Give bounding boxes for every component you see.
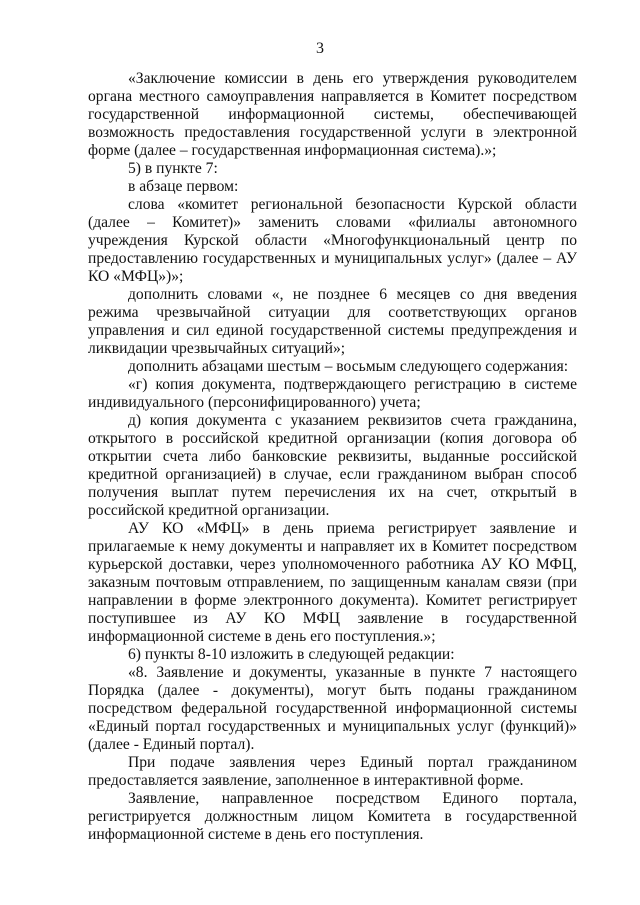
page-number: 3 <box>316 40 324 57</box>
paragraph-add-words: дополнить словами «, не позднее 6 месяцев со дня введения режима чрезвычайной ситуации для соответствующих органов управления и сил единой государственной системы предупреждения и ликвидации чрезвычайных ситуаций»; <box>88 286 577 357</box>
paragraph-item-8: «8. Заявление и документы, указанные в пункте 7 настоящего Порядка (далее - документы), могут быть поданы гражданином посредством федеральной государственной информационной системы «Единый портал государственных и муниципальных услуг (функций)» (далее - Единый портал). <box>88 664 577 753</box>
paragraph-item-6: 6) пункты 8-10 изложить в следующей редакции: <box>128 646 455 663</box>
paragraph-add-subparagraphs: дополнить абзацами шестым – восьмым следующего содержания: <box>128 358 569 375</box>
paragraph-item-5: 5) в пункте 7: <box>128 160 218 177</box>
paragraph-item-d: д) копия документа с указанием реквизитов счета гражданина, открытого в российской кредитной организации (копия договора об открытии счета либо банковские реквизиты, выданные российской кредитной организацией) в случае, если гражданином выбран способ получения выплат путем перечисления их на счет, открытый в российской кредитной организации. <box>88 412 577 519</box>
paragraph-unified-portal-submission: При подаче заявления через Единый портал гражданином предоставляется заявление, заполненное в интерактивной форме. <box>88 754 577 789</box>
paragraph-item-g: «г) копия документа, подтверждающего регистрацию в системе индивидуального (персонифицированного) учета; <box>88 376 577 411</box>
paragraph-first-subparagraph: в абзаце первом: <box>128 178 239 195</box>
document-body <box>88 70 577 844</box>
paragraph-registration-by-official: Заявление, направленное посредством Единого портала, регистрируется должностным лицом Комитета в государственной информационной системе в день его поступления. <box>88 790 577 843</box>
paragraph-replace-words: слова «комитет региональной безопасности Курской области (далее – Комитет)» заменить словами «филиалы автономного учреждения Курской области «Многофункциональный центр по предоставлению государственных и муниципальных услуг» (далее – АУ КО «МФЦ»)»; <box>88 196 577 285</box>
paragraph-commission-conclusion: «Заключение комиссии в день его утверждения руководителем органа местного самоуправления направляется в Комитет посредством государственной информационной системы, обеспечивающей возможность предоставления государственной услуги в электронной форме (далее – государственная информационная система).»; <box>88 70 577 159</box>
paragraph-mfc-registration: АУ КО «МФЦ» в день приема регистрирует заявление и прилагаемые к нему документы и направляет их в Комитет посредством курьерской доставки, через уполномоченного работника АУ КО МФЦ, заказным почтовым отправлением, по защищенным каналам связи (при направлении в форме электронного документа). Комитет регистрирует поступившее из АУ КО МФЦ заявление в государственной информационной системе в день его поступления.»; <box>88 520 577 645</box>
